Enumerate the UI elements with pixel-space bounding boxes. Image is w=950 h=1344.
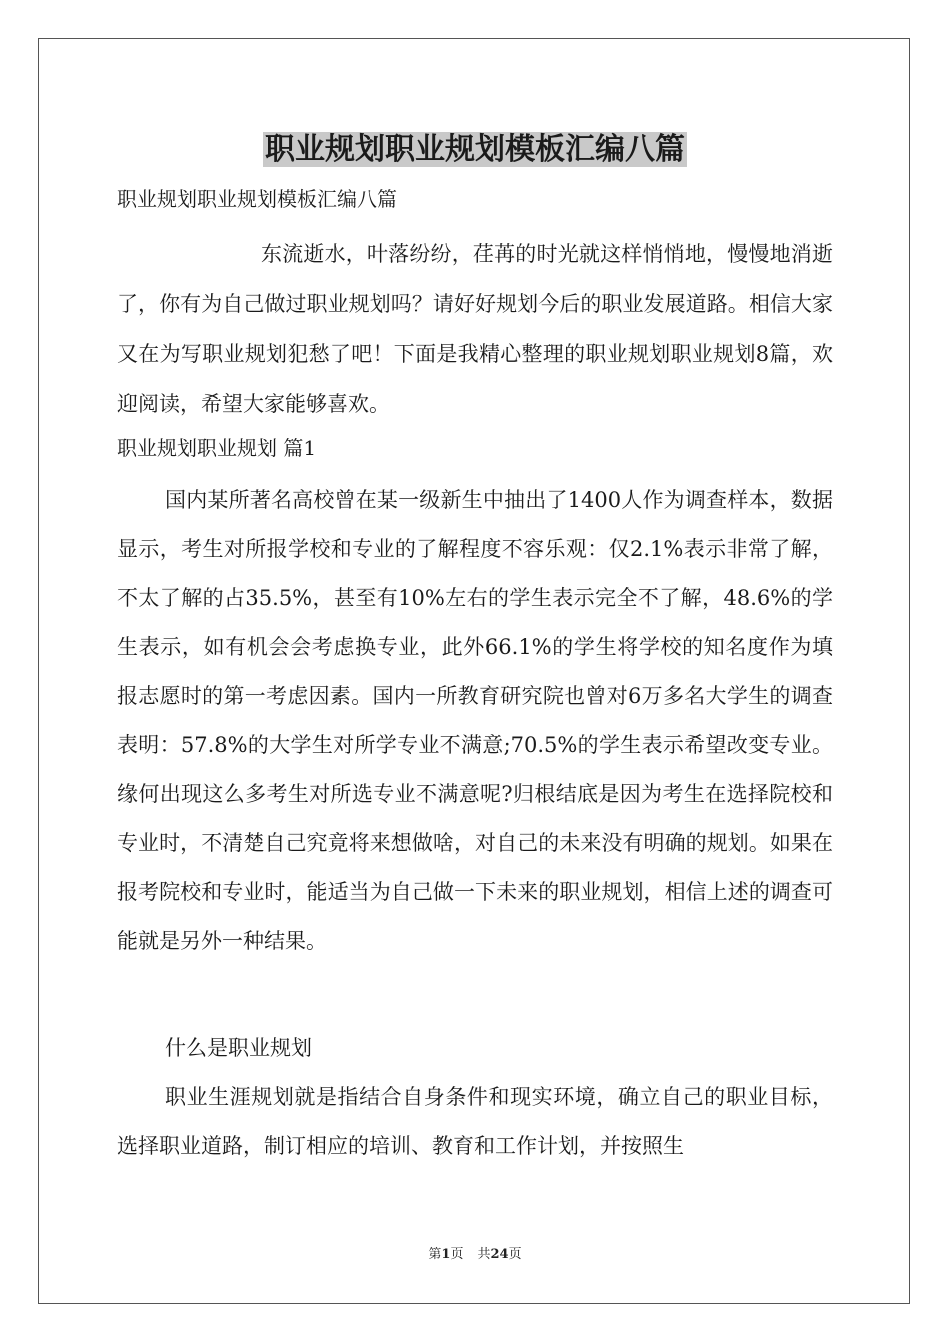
total-pages: 24 xyxy=(490,1247,509,1262)
section-heading: 职业规划职业规划 篇1 xyxy=(117,436,317,460)
page-number-prefix: 第 xyxy=(428,1247,442,1262)
body-paragraph-2: 职业生涯规划就是指结合自身条件和现实环境，确立自己的职业目标，选择职业道路，制订相应的培训、教育和工作计划，并按照生 xyxy=(117,1085,833,1158)
page-footer xyxy=(0,1246,950,1264)
body-paragraph-1: 国内某所著名高校曾在某一级新生中抽出了1400人作为调查样本，数据显示，考生对所报学校和专业的了解程度不容乐观：仅2.1%表示非常了解，不太了解的占35.5%，甚至有10%左右的学生表示完全不了解，48.6%的学生表示，如有机会会考虑换专业，此外66.1%的学生将学校的知名度作为填报志愿时的第一考虑因素。国内一所教育研究院也曾对6万多名大学生的调查表明：57.8%的大学生对所学专业不满意;70.5%的学生表示希望改变专业。缘何出现这么多考生对所选专业不满意呢?归根结底是因为考生在选择院校和专业时，不清楚自己究竟将来想做啥，对自己的未来没有明确的规划。如果在报考院校和专业时，能适当为自己做一下未来的职业规划，相信上述的调查可能就是另外一种结果。 xyxy=(117,488,833,953)
total-pages-prefix: 共 xyxy=(477,1247,491,1262)
page-number-suffix: 页 xyxy=(450,1247,464,1262)
page-number: 1 xyxy=(441,1247,451,1262)
document-title-text: 职业规划职业规划模板汇编八篇 xyxy=(265,132,685,167)
document-subtitle: 职业规划职业规划模板汇编八篇 xyxy=(117,187,397,211)
total-pages-suffix: 页 xyxy=(508,1247,522,1262)
intro-paragraph: 东流逝水，叶落纷纷，荏苒的时光就这样悄悄地，慢慢地消逝了，你有为自己做过职业规划吗？请好好规划今后的职业发展道路。相信大家又在为写职业规划犯愁了吧！下面是我精心整理的职业规划职业规划8篇，欢迎阅读，希望大家能够喜欢。 xyxy=(117,242,833,416)
document-title xyxy=(0,126,950,174)
sub-heading: 什么是职业规划 xyxy=(165,1036,312,1060)
